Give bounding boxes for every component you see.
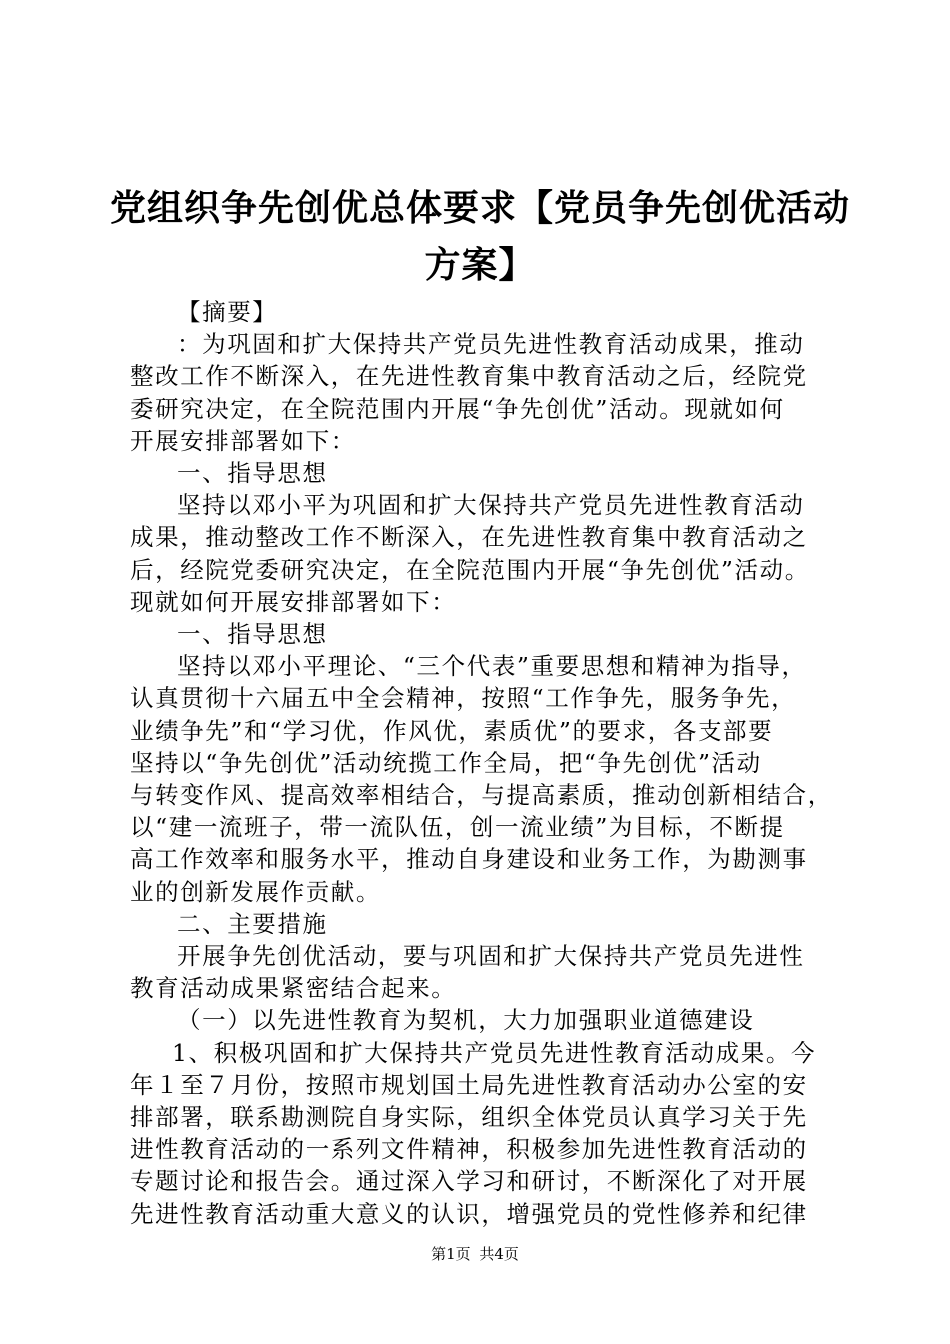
document-title-line-1: 党组织争先创优总体要求【党员争先创优活动 [110, 188, 851, 229]
paragraph-line: 与转变作风、提高效率相结合，与提高素质，推动创新相结合， [130, 781, 833, 810]
paragraph-line: 整改工作不断深入，在先进性教育集中教育活动之后，经院党 [130, 362, 808, 391]
paragraph-line: 业绩争先”和“学习优，作风优，素质优”的要求，各支部要 [130, 716, 774, 745]
page-number-footer: 第1页 共4页 [431, 1245, 519, 1263]
paragraph-line: 现就如何开展安排部署如下： [130, 587, 457, 616]
abstract-heading: 【摘要】 [177, 298, 278, 326]
section-heading: 二、主要措施 [177, 909, 328, 938]
paragraph-line: 高工作效率和服务水平，推动自身建设和业务工作，为勘测事 [130, 845, 808, 874]
paragraph-line: 坚持以邓小平为巩固和扩大保持共产党员先进性教育活动 [177, 491, 805, 520]
paragraph-line: 1、积极巩固和扩大保持共产党员先进性教育活动成果。今 [172, 1038, 817, 1067]
paragraph-line: 认真贯彻十六届五中全会精神，按照“工作争先，服务争先， [130, 684, 797, 713]
paragraph-line: 业的创新发展作贡献。 [130, 877, 381, 906]
paragraph-line: 教育活动成果紧密结合起来。 [130, 974, 457, 1003]
paragraph-line: 开展安排部署如下： [130, 426, 356, 455]
paragraph-line: 坚持以邓小平理论、“三个代表”重要思想和精神为指导， [177, 652, 807, 681]
paragraph-line: 成果，推动整改工作不断深入，在先进性教育集中教育活动之 [130, 523, 808, 552]
document-body [130, 296, 833, 1230]
paragraph-line: 年１至７月份，按照市规划国土局先进性教育活动办公室的安 [130, 1070, 808, 1099]
paragraph-line: 专题讨论和报告会。通过深入学习和研讨，不断深化了对开展 [130, 1167, 808, 1196]
paragraph-line: 先进性教育活动重大意义的认识，增强党员的党性修养和纪律 [130, 1199, 808, 1228]
section-heading: 一、指导思想 [177, 620, 328, 649]
paragraph-line: 委研究决定，在全院范围内开展“争先创优”活动。现就如何 [130, 394, 785, 423]
paragraph-line: ：为巩固和扩大保持共产党员先进性教育活动成果，推动 [177, 330, 805, 359]
paragraph-line: 排部署，联系勘测院自身实际，组织全体党员认真学习关于先 [130, 1103, 808, 1132]
paragraph-line: 进性教育活动的一系列文件精神，积极参加先进性教育活动的 [130, 1135, 808, 1164]
paragraph-line: 坚持以“争先创优”活动统揽工作全局，把“争先创优”活动 [130, 748, 762, 777]
paragraph-line: 后，经院党委研究决定，在全院范围内开展“争先创优”活动。 [130, 555, 810, 584]
subsection-heading: （一）以先进性教育为契机，大力加强职业道德建设 [177, 1006, 755, 1035]
paragraph-line: 开展争先创优活动，要与巩固和扩大保持共产党员先进性 [177, 942, 805, 971]
paragraph-line: 以“建一流班子，带一流队伍，创一流业绩”为目标，不断提 [130, 813, 785, 842]
section-heading: 一、指导思想 [177, 459, 328, 488]
document-title-line-2: 方案】 [424, 245, 536, 286]
